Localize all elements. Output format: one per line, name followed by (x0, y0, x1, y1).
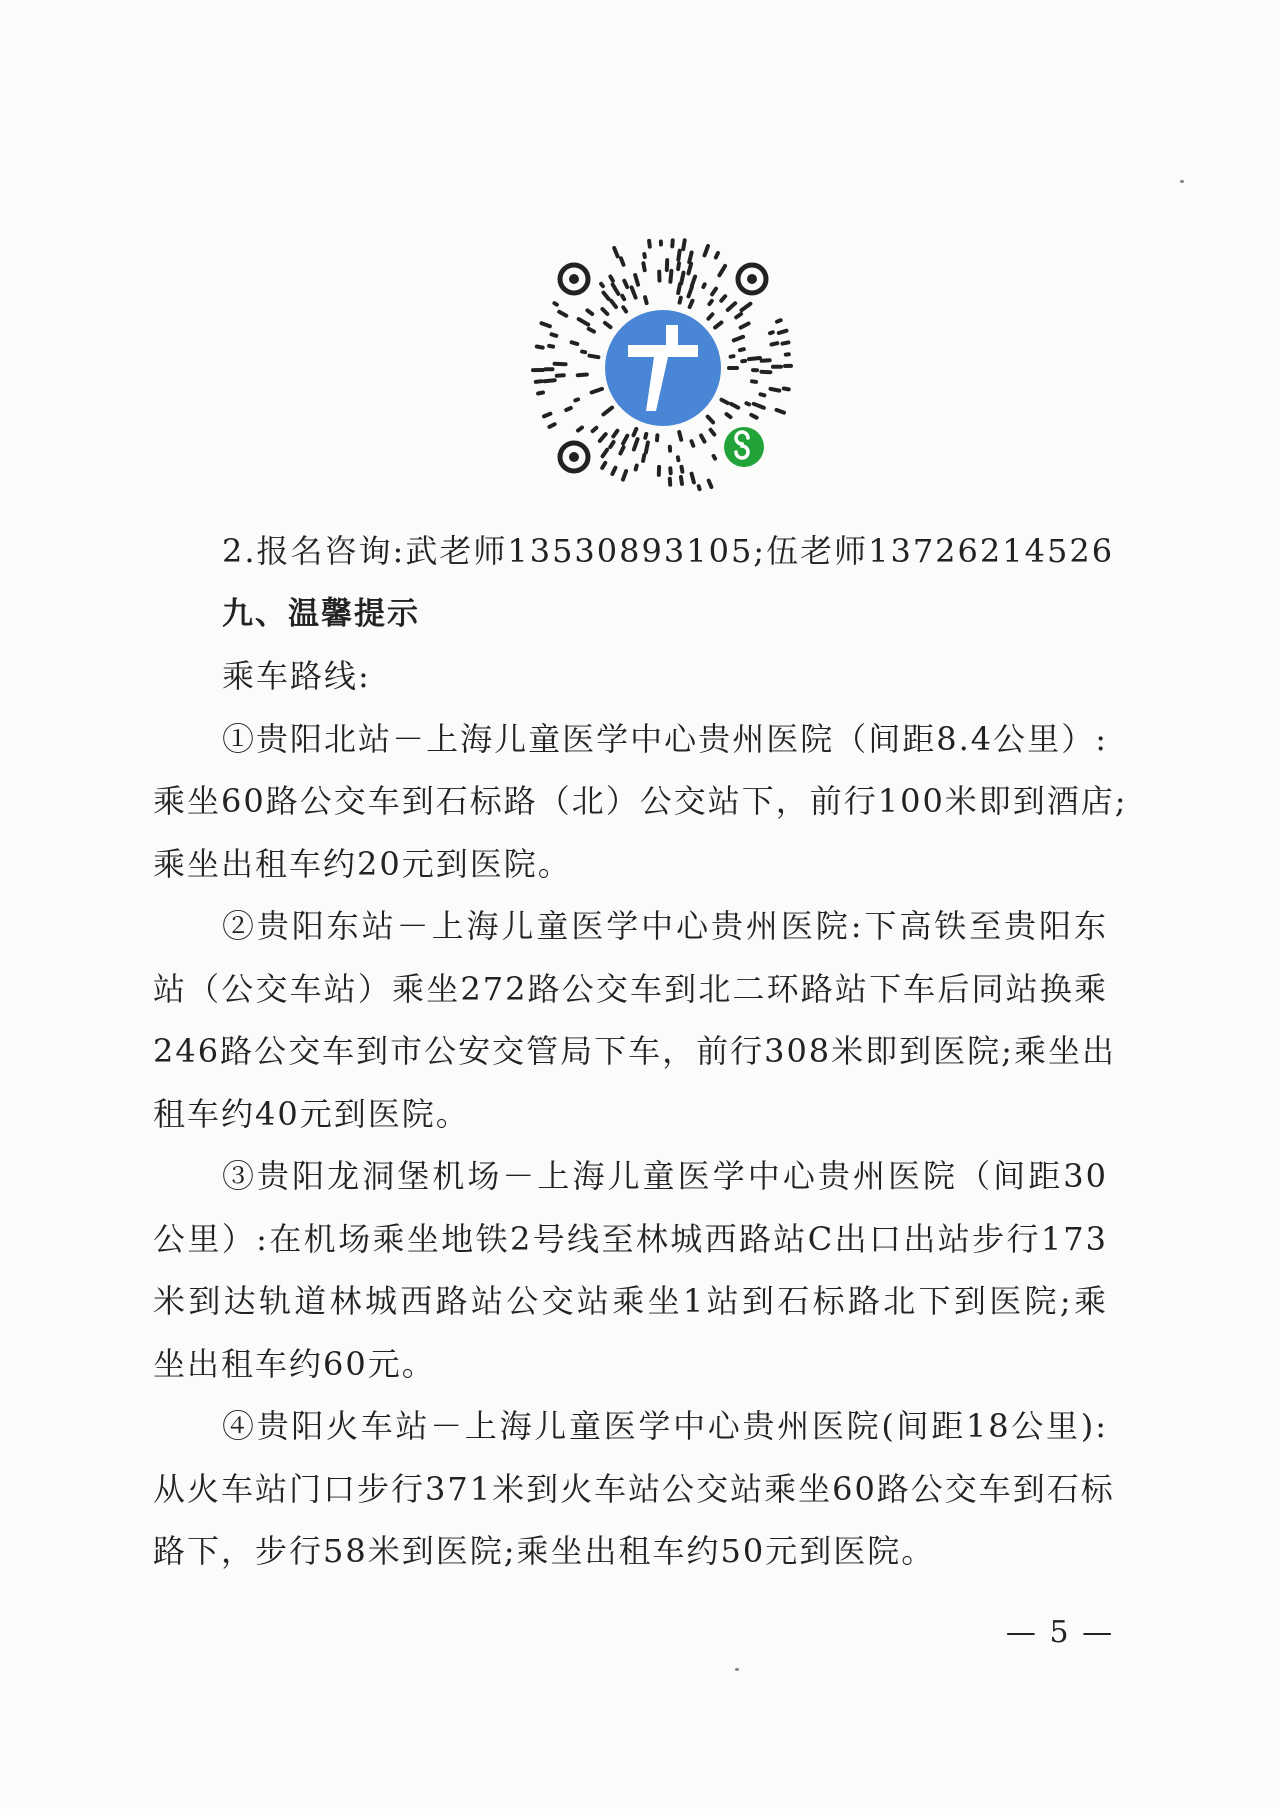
route-line: ①贵阳北站－上海儿童医学中心贵州医院（间距8.4公里）: (222, 719, 1108, 758)
qr-dot (772, 343, 778, 344)
route-line: 246路公交车到市公安交管局下车，前行308米即到医院;乘坐出 (153, 1032, 1116, 1070)
qr-dot (736, 314, 741, 318)
qr-dot (731, 404, 738, 408)
contact-phone-2[interactable]: 13726214526 (868, 532, 1115, 570)
qr-dot (777, 320, 781, 322)
qr-dot (670, 271, 671, 282)
qr-dot (621, 258, 624, 265)
qr-dot (549, 346, 553, 347)
qr-dot (611, 301, 616, 307)
document-body (153, 520, 1128, 1583)
qr-dot (542, 323, 550, 326)
qr-dot (549, 424, 554, 427)
qr-dot (538, 393, 543, 394)
qr-dot (645, 434, 646, 438)
contact-phone-1[interactable]: 13530893105; (507, 532, 767, 570)
qr-dot (566, 408, 571, 410)
qr-dot (734, 337, 743, 341)
qr-dot (545, 380, 555, 381)
qr-dot (708, 314, 712, 318)
qr-dot (612, 468, 615, 474)
qr-dot (689, 264, 692, 274)
mini-program-qr-code[interactable] (528, 233, 798, 503)
qr-dot (681, 477, 682, 484)
qr-dot (722, 400, 728, 403)
qr-dot (536, 381, 542, 382)
route-line: 坐出租车约60元。 (153, 1344, 436, 1383)
qr-dot (689, 287, 692, 296)
route-line: ④贵阳火车站－上海儿童医学中心贵州医院(间距18公里): (222, 1407, 1108, 1445)
qr-dot (751, 415, 756, 418)
route-item (153, 1395, 1115, 1583)
qr-dot (719, 266, 725, 275)
qr-dot (623, 307, 626, 311)
qr-dot (690, 301, 693, 307)
qr-dot (749, 358, 760, 359)
qr-dot (692, 277, 695, 286)
qr-dot (645, 297, 647, 303)
qr-dot (709, 301, 711, 304)
qr-dot (754, 404, 764, 408)
qr-dot (683, 240, 685, 249)
qr-dot (601, 284, 603, 286)
qr-dot (620, 447, 623, 453)
qr-dot (680, 298, 681, 303)
qr-dot (709, 481, 712, 487)
route-line: 租车约40元到医院。 (153, 1094, 470, 1133)
scan-speck (735, 1668, 739, 1671)
registration-contact (153, 520, 1115, 583)
qr-dot (552, 334, 557, 336)
qr-dot (544, 414, 550, 417)
scan-speck (1180, 180, 1184, 183)
qr-dot (649, 241, 650, 247)
contact-person-2: 伍老师 (766, 532, 869, 570)
qr-finder-top-right (738, 265, 766, 293)
hospital-logo-icon (601, 306, 725, 430)
page-number: — 5 — (1005, 1615, 1115, 1650)
qr-dot (579, 319, 589, 325)
qr-dot (643, 263, 644, 270)
route-line: 米到达轨道林城西路站公交站乘坐1站到石标路北下到医院;乘 (153, 1282, 1108, 1320)
qr-dot (703, 284, 704, 287)
qr-dot (613, 431, 617, 437)
qr-dot (537, 347, 543, 348)
qr-dot (716, 253, 718, 258)
qr-dot (678, 284, 680, 293)
qr-dot (636, 466, 637, 470)
qr-dot (632, 287, 636, 297)
qr-dot (679, 432, 681, 440)
qr-dot (593, 428, 597, 431)
route-line: 乘坐出租车约20元到医院。 (153, 844, 572, 883)
qr-dot (602, 309, 607, 314)
qr-dot (614, 248, 617, 256)
qr-dot (592, 389, 602, 393)
qr-dot (605, 323, 611, 327)
qr-dot (681, 273, 683, 284)
qr-dot (705, 246, 709, 255)
qr-dot (731, 356, 734, 357)
qr-dot (554, 303, 557, 305)
qr-dot (634, 439, 638, 449)
mini-program-icon (720, 423, 768, 471)
route-line: 站（公交车站）乘坐272路公交车到北二环路站下车后同站换乘 (153, 969, 1108, 1008)
route-line: ③贵阳龙洞堡机场－上海儿童医学中心贵州医院（间距30 (222, 1157, 1108, 1195)
route-line: ②贵阳东站－上海儿童医学中心贵州医院:下高铁至贵阳东 (222, 907, 1108, 945)
route-item (153, 708, 1128, 896)
qr-dot (708, 417, 713, 423)
qr-dot (603, 408, 612, 415)
qr-dot (646, 443, 648, 453)
qr-dot (727, 414, 731, 417)
qr-dot (728, 303, 735, 310)
qr-dot (740, 349, 744, 350)
qr-dot (741, 324, 749, 328)
qr-dot (578, 375, 587, 376)
qr-dot (701, 436, 704, 442)
qr-dot (770, 332, 773, 333)
qr-dot (613, 285, 619, 294)
qr-finder-bottom-left (560, 443, 588, 471)
qr-dot (623, 436, 627, 444)
route-list (153, 708, 1128, 1583)
routes-intro: 乘车路线: (222, 657, 371, 695)
route-line: 乘坐60路公交车到石标路（北）公交站下，前行100米即到酒店; (153, 782, 1128, 820)
qr-dot (600, 434, 606, 441)
section-title: 九、温馨提示 (222, 595, 420, 632)
qr-dot (589, 329, 594, 332)
qr-dot (602, 463, 605, 468)
qr-dot (746, 403, 749, 404)
qr-dot (582, 352, 585, 353)
qr-dot (715, 323, 721, 328)
qr-dot (575, 399, 578, 400)
qr-dot (557, 375, 564, 376)
qr-dot (762, 360, 770, 361)
qr-dot (783, 342, 789, 343)
qr-dot (678, 457, 679, 460)
qr-finder-top-left (560, 265, 588, 293)
qr-dot (624, 281, 627, 287)
qr-dot (714, 456, 716, 459)
qr-dot (590, 356, 599, 358)
route-line: 公里）:在机场乘坐地铁2号线至林城西路站C出口出站步行173 (153, 1219, 1108, 1258)
qr-dot (622, 296, 624, 300)
qr-dot (572, 342, 578, 344)
qr-dot (682, 467, 683, 472)
route-item (153, 1145, 1108, 1395)
qr-dot (692, 474, 694, 483)
qr-dot (643, 455, 644, 461)
qr-dot (634, 429, 637, 435)
qr-dot (742, 304, 751, 311)
qr-dot (644, 254, 645, 257)
qr-dot (711, 430, 715, 435)
qr-dot (603, 450, 608, 457)
qr-dot (689, 253, 691, 263)
qr-dot (712, 289, 716, 295)
qr-dot (610, 442, 613, 447)
qr-dot (761, 394, 765, 395)
qr-dot (678, 251, 679, 260)
qr-dot (623, 471, 626, 480)
qr-dot (587, 310, 592, 314)
qr-dot (721, 296, 725, 301)
contact-label: 2.报名咨询: (222, 532, 406, 570)
contact-person-1: 武老师 (405, 532, 508, 570)
qr-dot (779, 331, 787, 333)
qr-code-graphic (528, 233, 798, 503)
qr-dot (578, 428, 582, 431)
qr-dot (692, 441, 694, 446)
qr-dot (784, 389, 789, 390)
qr-dot (678, 263, 679, 269)
qr-dot (559, 312, 566, 316)
qr-dot (699, 486, 700, 489)
qr-dot (771, 389, 780, 391)
route-line: 路下，步行58米到医院;乘坐出租车约50元到医院。 (153, 1532, 936, 1570)
qr-dot (604, 293, 609, 299)
qr-dot (777, 410, 785, 413)
qr-dot (610, 277, 613, 281)
route-line: 从火车站门口步行371米到火车站公交站乘坐60路公交车到石标 (153, 1469, 1115, 1508)
route-item (153, 895, 1116, 1145)
qr-dot (752, 381, 756, 382)
qr-dot (635, 275, 638, 285)
